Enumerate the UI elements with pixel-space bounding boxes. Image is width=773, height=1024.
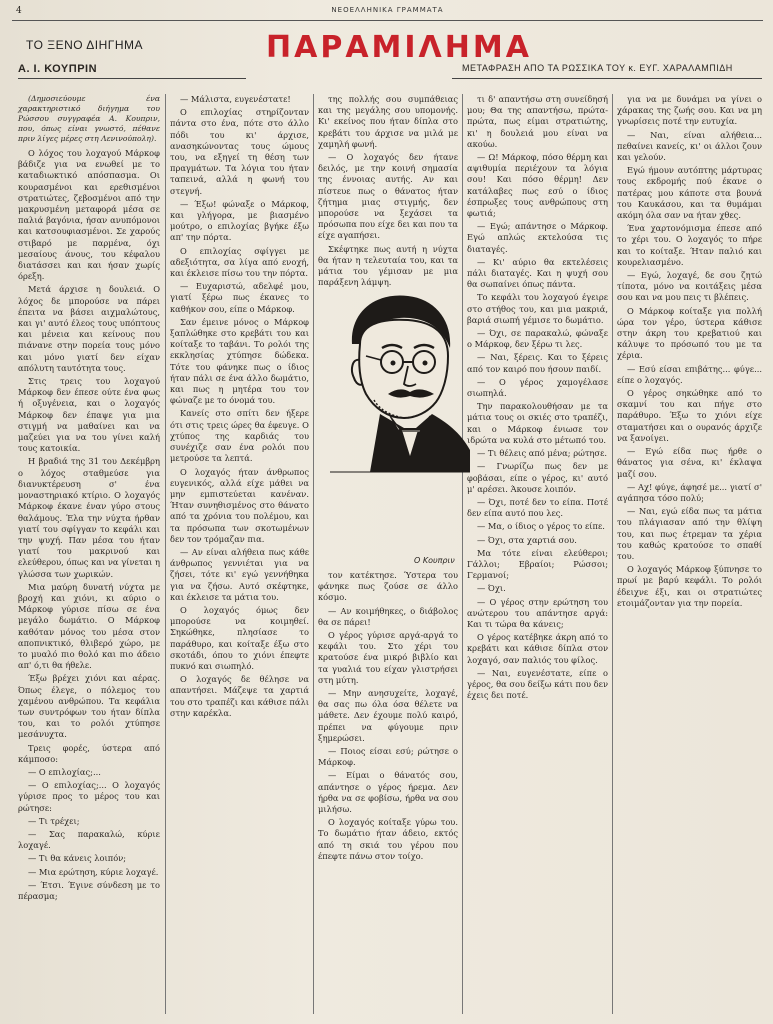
paragraph: — Όχι, σε παρακαλώ, φώναξε ο Μάρκοφ, δεν ξέρω τι λες. — [467, 328, 608, 350]
paragraph: — Είμαι ο θάνατός σου, απάντησε ο γέρος ήρεμα. Δεν ήρθα να σε φοβίσω, ήρθα να σου μιλήσω. — [318, 770, 458, 815]
text-column-2 — [170, 94, 309, 1014]
column-divider — [612, 94, 613, 1014]
paragraph: Ο λοχαγός όμως δεν μπορούσε να κοιμηθεί. Σηκώθηκε, πλησίασε το παράθυρο, και κοίταξε έξω στο σκοτάδι, όπου το χιόνι έπεφτε πυκνό και σιωπηλό. — [170, 604, 309, 671]
paragraph: τον κατέκτησε. Ύστερα του φάνηκε πως ζούσε σε άλλο κόσμο. — [318, 570, 458, 603]
paragraph: Ο επιλοχίας σφίγγει με αδεξιότητα, σα λίγα από ενοχή, και έκλεισε πίσω του την πόρτα. — [170, 245, 309, 279]
paragraph: — Τι θέλεις από μένα; ρώτησε. — [477, 448, 608, 459]
paragraph: — Ναι, είναι αλήθεια... πεθαίνει κανείς, κι' οι άλλοι ζουν και γελούν. — [617, 129, 762, 163]
paragraph: Ο λοχαγός κοίταξε γύρω του. Το δωμάτιο ήταν άδειο, εκτός από τη σκιά του γέρου που έπεφτε πάνω στον τοίχο. — [318, 817, 458, 861]
paragraph: — Ο γέρος στην ερώτηση του ανώτερου του απάντησε αργά: Και τι τώρα θα κάνεις; — [467, 596, 608, 629]
paragraph: — Ναι, εγώ είδα πως τα μάτια του πλάγιασαν από την θλίψη του, και πως έτρεμαν τα χέρια του καθώς κρατούσε το σπαθί του. — [617, 506, 762, 561]
paragraph: — Αν είναι αλήθεια πως κάθε άνθρωπος γεννιέται για να ζήσει, τότε κι' εγώ γεννήθηκα για να ζήσω. Αυτό σκέφτηκε, και έκλεισε τα μάτια του. — [170, 546, 309, 602]
paragraph: — Μάλιστα, ευγενέστατε! — [180, 94, 291, 104]
paragraph: — Μια ερώτηση, κύριε λοχαγέ. — [28, 866, 159, 877]
paragraph: Η βραδιά της 31 του Δεκέμβρη ο λόχος σταθμεύσε για διανυκτέρευση σ' ένα μοναστηριακό κτίριο. Ο λοχαγός Μάρκοφ έκανε έναν γύρο στους θαλάμους. Έλα την νύχτα ήρθαν γιατί του σφίγγαν το κεφάλι και την ψυχή. Παν μέσα του ήταν γιατί του μακρινού και ελεύθερου, όπως και να γίνεται η γλώσσα των χωρικών. — [18, 456, 160, 579]
paragraph: Μετά άρχισε η δουλειά. Ο λόχος δε μπορούσε να πάρει έπειτα να βάσει αιχμαλώτους, και γι' αυτό έλεος τους υπόπτους και μένεια και κείνους που πιάνανε στην πορεία τους μόνο και μόνο γιατί δεν είχαν απόλυτη ταυτότητα τους. — [18, 284, 160, 373]
paragraph: Την παρακολουθήσαν με τα μάτια τους οι σκιές στο τραπέζι, και ο Μάρκοφ ένιωσε τον ιδρώτα να κυλά στο μέτωπό του. — [467, 401, 608, 445]
paragraph: — Αν κοιμήθηκες, ο διάβολος θα σε πάρει! — [318, 605, 458, 627]
paragraph: Ο λοχαγός δε θέλησε να απαντήσει. Μάζεψε τα χαρτιά του στο τραπέζι και κάθισε πάλι στην καρέκλα. — [170, 674, 309, 718]
text-column-5 — [617, 94, 762, 1014]
text-column-3-top — [318, 94, 458, 288]
paragraph: Ο γέρος κατέβηκε άκρη από το κρεβάτι και κάθισε δίπλα στον λοχαγό, σαν παλιός του φίλος. — [467, 632, 608, 665]
paragraph: — Ευχαριστώ, αδελφέ μου, γιατί ξέρω πως έκανες το καθήκον σου, είπε ο Μάρκοφ. — [170, 281, 309, 314]
paragraph: — Ο γέρος χαμογέλασε σιωπηλά. — [467, 376, 608, 399]
page-header — [12, 6, 763, 21]
paragraph: — Ω! Μάρκοφ, πόσο θέρμη και αψιθυμία περιέχουν τα λόγια σου! Και πόσο θέρμη! Δεν κατάλαβες πως εσύ ο ίδιος έσπρωξες τους ανθρώπους στη φωτιά; — [467, 152, 608, 219]
paragraph: — Εγώ, λοχαγέ, δε σου ζητώ τίποτα, μόνο να κοιτάξεις μέσα σου και να μου πεις τι βλέπεις. — [617, 270, 762, 303]
text-column-1 — [18, 94, 160, 1014]
paragraph: — Εγώ είδα πως ήρθε ο θάνατος για σένα, κι' έκλαψα μαζί σου. — [617, 446, 762, 479]
section-kicker: ΤΟ ΞΕΝΟ ΔΙΗΓΗΜΑ — [26, 38, 144, 52]
paragraph: — Μα, ο ίδιος ο γέρος το είπε. — [477, 521, 605, 532]
paragraph: — Σας παρακαλώ, κύριε λοχαγέ. — [18, 828, 160, 851]
text-column-3-bottom — [318, 570, 458, 1014]
page-number: 4 — [16, 6, 22, 16]
article-title: ΠΑΡΑΜΙΛΗΜΑ — [266, 30, 532, 65]
intro-note: (Δημοσιεύουμε ένα χαρακτηριστικό διήγημα του Ρώσσου συγγραφέα Α. Κουπριν, που, όπως είναι γνωστό, πέθανε πριν λίγες μέρες στη Λενινούπολη). — [18, 94, 160, 143]
paragraph: — Ο επιλοχίας;... Ο λοχαγός γύρισε προς το μέρος του και ρώτησε: — [18, 780, 160, 813]
paragraph: — Γνωρίζω πως δεν με φοβάσαι, είπε ο γέρος, κι' αυτό μ' αρέσει. Άκουσε λοιπόν. — [467, 461, 608, 494]
column-divider — [462, 94, 463, 1014]
rule-right — [452, 78, 762, 79]
paragraph: Μια μαύρη δυνατή νύχτα με βροχή και χιόνι, κι αύριο ο Μάρκοφ γύρισε πίσω σε ένα μεγάλο δωμάτιο. Ο Μάρκοφ καθόταν μόνος του μέσα στον αποπνικτικό, θλιβερό χώρο, με το μυαλό πιο θολό και πιο άδειο απ' ό,τι θα ήθελε. — [18, 581, 160, 671]
paragraph: — Εσύ είσαι επιβάτης... φύγε... είπε ο λοχαγός. — [617, 363, 762, 385]
paragraph: — Τι θα κάνεις λοιπόν; — [28, 853, 127, 864]
paragraph: Μα τότε είναι ελεύθεροι; Γάλλοι; Εβραίοι; Ρώσσοι; Γερμανοί; — [467, 547, 608, 581]
rule-left — [18, 78, 246, 79]
translator-credit: ΜΕΤΑΦΡΑΣΗ ΑΠΟ ΤΑ ΡΩΣΣΙΚΑ ΤΟΥ κ. ΕΥΓ. ΧΑΡΑΛΑΜΠΙΔΗ — [462, 63, 733, 73]
paragraph: Κανείς στο σπίτι δεν ήξερε ότι στις τρεις ώρες θα έφευγε. Ο χτύπος της καρδιάς του συνέχιζε σαν ένα ρολόι που μετρούσε τα λεπτά. — [170, 408, 309, 464]
magazine-name: ΝΕΟΕΛΛΗΝΙΚΑ ΓΡΑΜΜΑΤΑ — [331, 6, 444, 14]
paragraph: — Κι' αύριο θα εκτελέσεις πάλι διαταγές. Και η ψυχή σου θα σωπαίνει όπως πάντα. — [467, 256, 608, 290]
paragraph: Ο λοχαγός ήταν άνθρωπος ευγενικός, αλλά είχε μάθει να μην εμπιστεύεται κανέναν. Ήταν συνηθισμένος στο θάνατο από τα χρόνια του πολέμου, και τα πρόσωπα των σκοτωμένων δεν τον τρόμαζαν πια. — [170, 466, 309, 544]
paragraph: — Όχι, ποτέ δεν το είπα. Ποτέ δεν είπα αυτό που λες. — [467, 496, 608, 519]
portrait-caption: Ο Κουπριν — [414, 556, 455, 565]
paragraph: Το κεφάλι του λοχαγού έγειρε στο στήθος του, και μια μακριά, βαριά σιωπή γέμισε το δωμάτιο. — [467, 292, 608, 325]
paragraph: — Ναι, ευγενέστατε, είπε ο γέρος, θα σου δείξω κάτι που δεν έχεις δει ποτέ. — [467, 667, 608, 701]
paragraph: Ένα χαρτονόμισμα έπεσε από το χέρι του. Ο λοχαγός το πήρε και το κοίταξε. Ήταν παλιό και κουρελιασμένο. — [617, 223, 762, 267]
paragraph: — Ναι, ξέρεις. Και το ξέρεις από τον καιρό που ήσουν παιδί. — [467, 352, 608, 374]
paragraph: — Μην ανησυχείτε, λοχαγέ, θα σας πω όλα όσα θέλετε να μάθετε. Δεν έχουμε πολύ καιρό, πρέπει να φύγουμε πριν ξημερώσει. — [318, 688, 458, 743]
paragraph: Ο γέρος γύρισε αργά-αργά το κεφάλι του. Στο χέρι του κρατούσε ένα μικρό βιβλίο και τα γυαλιά του είχαν γλιστρήσει στη μύτη. — [318, 630, 458, 685]
paragraph: — Αχ! φύγε, άφησέ με... γιατί σ' αγάπησα τόσο πολύ; — [617, 481, 762, 503]
paragraph: Ο επιλοχίας στηρίζονταν πάντα στο ένα, πότε στο άλλο πόδι του κι' άρχισε, ανασηκώνοντας τους ώμους του, να εξηγεί τη θέση των πραγμάτων. Τα λόγια του ήταν ταπεινά, αλλά η φωνή του στεγνή. — [170, 107, 309, 196]
paragraph: της πολλής σου συμπάθειας και της μεγάλης σου υπομονής. Κι' εκείνος που ήταν δίπλα στο κρεβάτι του άρχισε να μιλά με χαμηλή φωνή. — [318, 94, 458, 149]
paragraph: Τρεις φορές, ύστερα από κάμποσο: — [18, 742, 160, 764]
paragraph: Ο λόχος του λοχαγού Μάρκοφ βάδιζε για να ενωθεί με το καταδιωκτικό απόσπασμα. Οι κουρασμένοι και ερεθισμένοι στρατιώτες, ζεβοσμένοι από την μακρυσμένη μεταφορά μέσα σε παλιά βαγόνια, ήσαν ανυπόμονοι και κατσουφιασμένοι. Σε χαρούς στιβαρό με παρμένα, όχι μεσαίους άνους, του κέφαλου διατάσσει και και ήσαν χωρίς όρεξη. — [18, 148, 160, 282]
paragraph: Σκέφτηκε πως αυτή η νύχτα θα ήταν η τελευταία του, και τα μάτια του γέμισαν με μια παράξενη λάμψη. — [318, 243, 458, 288]
paragraph: για να με δυνάμει να γίνει ο χάρακας της ζωής σου. Και να μη γνωρίσεις ποτέ την ευτυχία. — [617, 94, 762, 127]
paragraph: Έξω βρέχει χιόνι και αέρας. Όπως έλεγε, ο πόλεμος του χαμένου ανθρώπου. Τα κεφάλια των συντρόφων του ήταν δίπλα του, και το ρολόι χτύπησε μεσάνυχτα. — [18, 673, 160, 740]
paragraph: — Ο λοχαγός δεν ήτανε δειλός, με την κοινή σημασία της έννοιας αυτής. Αν και πίστευε πως ο θάνατος ήταν ζήτημα μιας στιγμής, δεν μπορούσε να ξεχάσει τα πρόσωπα που είχε δει και που τα είχε αγαπήσει. — [318, 152, 458, 241]
paragraph: — Έτσι. Έγινε σύνδεση με το πέρασμα; — [18, 879, 160, 901]
paragraph: Ο λοχαγός Μάρκοφ ξύπνησε το πρωί με βαρύ κεφάλι. Το ρολόι έδειχνε έξι, και οι στρατιώτες ετοιμάζονταν για την πορεία. — [617, 564, 762, 608]
paragraph: Σαν έμεινε μόνος ο Μάρκοφ ξαπλώθηκε στο κρεβάτι του και κοίταξε το ταβάνι. Το ρολόι της εκκλησίας χτύπησε δώδεκα. Τότε του φάνηκε πως ο ίδιος ήταν πάλι σε ένα άλλο δωμάτιο, και πως η μητέρα του τον φώναζε με το όνομά του. — [170, 316, 309, 406]
text-column-4 — [467, 94, 608, 1014]
paragraph: — Ο επιλοχίας;... — [28, 766, 101, 777]
column-divider — [313, 94, 314, 1014]
paragraph: τι δ' απαντήσω στη συνείδησή μου; Θα της απαντήσω, πρώτα-πρώτα, πως είμαι στρατιώτης, κι' η δουλειά μου είναι να ακούω. — [467, 94, 608, 149]
author-portrait — [330, 282, 470, 472]
paragraph: — Όχι, στα χαρτιά σου. — [477, 534, 577, 545]
paragraph: Ο Μάρκοφ κοίταξε για πολλή ώρα τον γέρο, ύστερα κάθισε στην άκρη του κρεβατιού και κάλυψε το πρόσωπό του με τα χέρια. — [617, 305, 762, 361]
column-divider — [165, 94, 166, 1014]
paragraph: — Ποιος είσαι εσύ; ρώτησε ο Μάρκοφ. — [318, 746, 458, 768]
paragraph: Εγώ ήμουν αυτόπτης μάρτυρας τους εκδρομής πού έκανε ο πατέρας μου κάποτε στα βουνά του Καυκάσου, και τα θυμάμαι ακόμη όλα σαν να ήταν χθες. — [617, 165, 762, 221]
paragraph: — Τι τρέχει; — [28, 815, 80, 826]
paragraph: Στις τρεις του λοχαγού Μάρκοφ δεν έπεσε ούτε ένα φως ή οξυγένεια, και ο λοχαγός Μάρκοφ δεν έπαψε για μια στιγμή να μαθαίνει και να μαζεύει για να του γίνει καλή τους κατοικία. — [18, 376, 160, 454]
paragraph: — Έξω! φώναξε ο Μάρκοφ, και γλήγορα, με βιασμένο μούτρο, ο επιλοχίας βγήκε έξω απ' την πόρτα. — [170, 198, 309, 243]
paragraph: — Εγώ; απάντησε ο Μάρκοφ. Εγώ απλώς εκτελούσα τις διαταγές. — [467, 221, 608, 254]
paragraph: Ο γέρος σηκώθηκε από το σκαμνί του και πήγε στο παράθυρο. Έξω το χιόνι είχε σταματήσει και ο ουρανός άρχιζε να ξανοίγει. — [617, 388, 762, 443]
author-name: Α. Ι. ΚΟΥΠΡΙΝ — [18, 63, 98, 75]
paragraph: — Όχι. — [477, 583, 506, 594]
